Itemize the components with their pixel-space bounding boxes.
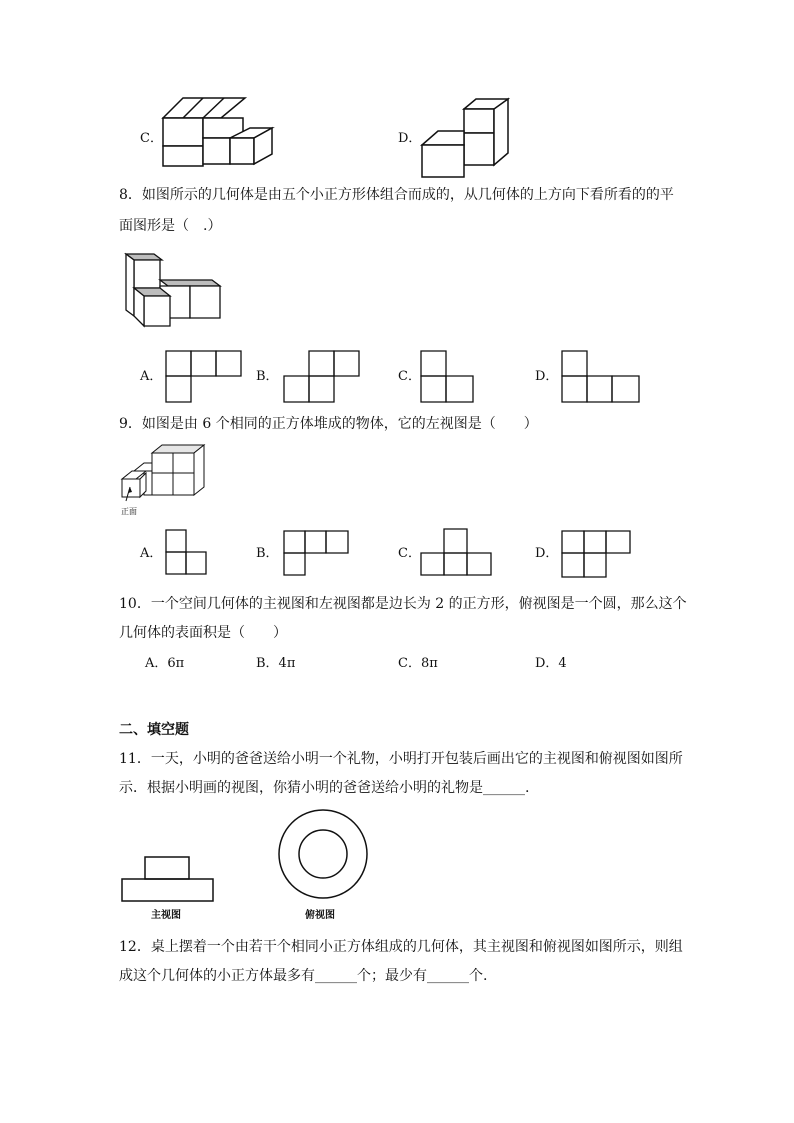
q11-front-view-figure (120, 855, 216, 905)
q8-option-a-label: A． (140, 369, 163, 384)
q8-option-d-figure (562, 351, 644, 406)
q12-stem-line1: 12．桌上摆着一个由若干个相同小正方体组成的几何体，其主视图和俯视图如图所示，则组 (119, 939, 683, 955)
q10-option-d: D．4 (535, 656, 567, 671)
q9-option-b-figure (284, 531, 354, 581)
q8-option-a-figure (166, 351, 246, 406)
q11-front-view-caption: 主视图 (151, 910, 181, 921)
q10-option-c: C．8π (398, 656, 438, 671)
section-title-fill-in: 二、填空题 (119, 722, 189, 738)
q8-stem-line2: 面图形是（ .） (119, 218, 222, 234)
q9-option-a-label: A． (140, 546, 163, 561)
q7-option-d-figure (420, 97, 510, 179)
q10-option-a: A．6π (145, 656, 185, 671)
q8-option-d-label: D． (535, 369, 559, 384)
q11-stem-line2: 示．根据小明画的视图，你猜小明的爸爸送给小明的礼物是______. (119, 780, 530, 796)
q9-option-a-figure (166, 530, 211, 580)
q8-option-c-figure (421, 351, 477, 406)
q8-stem-line1: 8．如图所示的几何体是由五个小正方形体组合而成的，从几何体的上方向下看所看的的平 (119, 187, 674, 203)
q11-top-view-figure (278, 806, 368, 906)
q10-stem-line2: 几何体的表面积是（ ） (119, 625, 287, 641)
q8-option-b-label: B． (256, 369, 279, 384)
q7-option-c-label: C． (140, 131, 163, 146)
q11-top-view-caption: 俯视图 (305, 910, 335, 921)
q9-option-c-figure (421, 529, 496, 579)
q9-option-c-label: C． (398, 546, 421, 561)
q9-front-label: 正面 (121, 507, 137, 516)
q8-option-c-label: C． (398, 369, 421, 384)
q9-option-d-label: D． (535, 546, 559, 561)
q9-option-d-figure (562, 531, 634, 581)
q7-option-d-label: D． (398, 131, 422, 146)
q7-option-c-figure (160, 96, 275, 168)
q11-stem-line1: 11．一天，小明的爸爸送给小明一个礼物，小明打开包装后画出它的主视图和俯视图如图所 (119, 751, 683, 767)
q8-solid-figure (124, 252, 224, 328)
q8-option-b-figure (284, 351, 364, 406)
q9-stem: 9．如图是由 6 个相同的正方体堆成的物体，它的左视图是（ ） (119, 416, 538, 432)
q10-stem-line1: 10．一个空间几何体的主视图和左视图都是边长为 2 的正方形，俯视图是一个圆，那么这个 (119, 596, 687, 612)
q12-stem-line2: 成这个几何体的小正方体最多有______个；最少有______个. (119, 968, 488, 984)
q9-solid-figure (120, 443, 210, 513)
q9-option-b-label: B． (256, 546, 279, 561)
q10-option-b: B．4π (256, 656, 296, 671)
